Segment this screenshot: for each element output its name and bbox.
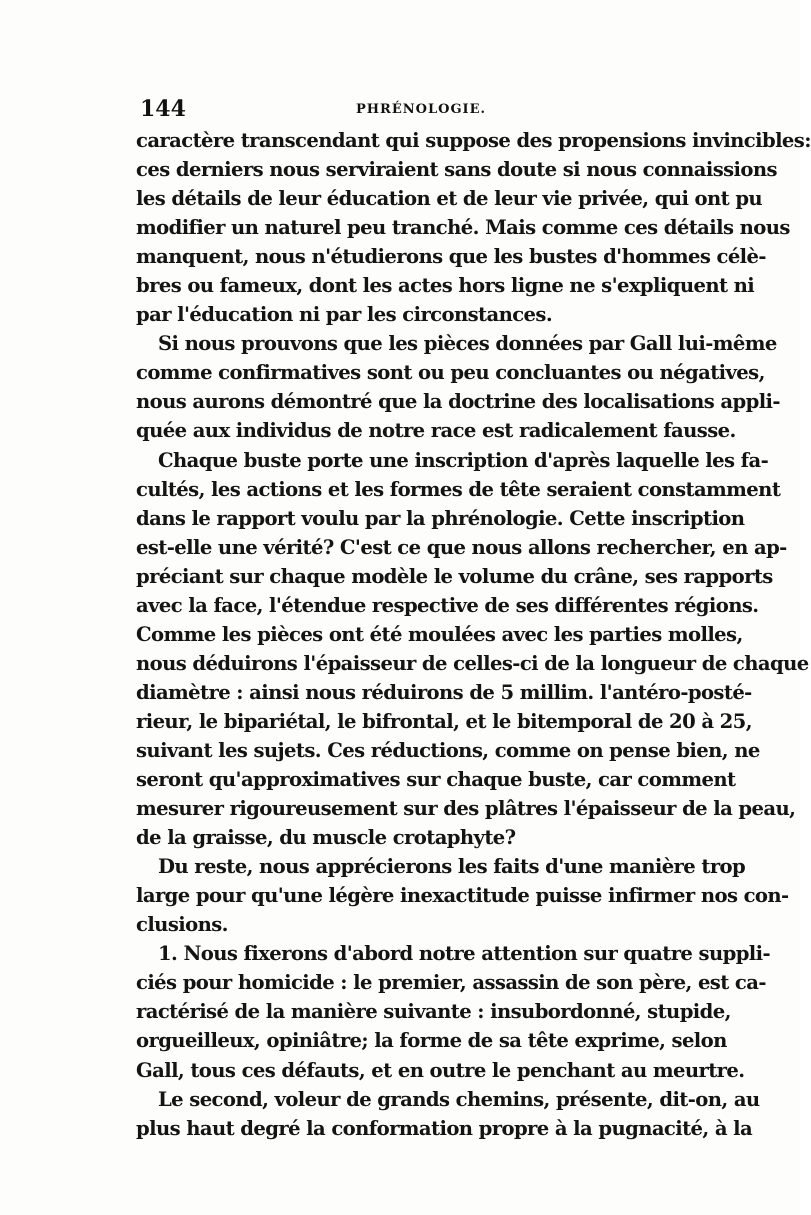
text-line: quée aux individus de notre race est radicalement fausse. (136, 419, 736, 443)
text-line: Si nous prouvons que les pièces données par Gall lui-même (158, 332, 777, 356)
text-line: préciant sur chaque modèle le volume du crâne, ses rapports (136, 564, 773, 588)
text-line: nous aurons démontré que la doctrine des localisations appli- (136, 390, 780, 414)
text-line: les détails de leur éducation et de leur vie privée, qui ont pu (136, 187, 763, 211)
text-line: modifier un naturel peu tranché. Mais comme ces détails nous (136, 216, 790, 240)
text-line: Comme les pièces ont été moulées avec les parties molles, (136, 622, 743, 646)
text-line: rieur, le bipariétal, le bifrontal, et le bitemporal de 20 à 25, (136, 709, 752, 733)
text-line: seront qu'approximatives sur chaque buste, car comment (136, 768, 736, 792)
text-line: bres ou fameux, dont les actes hors ligne ne s'expliquent ni (136, 274, 755, 298)
text-line: caractère transcendant qui suppose des propensions invincibles: (136, 129, 811, 152)
text-line: Le second, voleur de grands chemins, présente, dit-on, au (158, 1087, 760, 1111)
text-line: suivant les sujets. Ces réductions, comme on pense bien, ne (136, 738, 760, 762)
text-line: Chaque buste porte une inscription d'après laquelle les fa- (158, 448, 769, 472)
text-line: avec la face, l'étendue respective de ses différentes régions. (136, 593, 759, 617)
text-line: de la graisse, du muscle crotaphyte? (136, 826, 516, 850)
text-line: cultés, les actions et les formes de tête seraient constamment (136, 477, 781, 501)
page-header (138, 96, 678, 126)
text-line: est-elle une vérité? C'est ce que nous allons rechercher, en ap- (136, 535, 787, 559)
running-title: PHRÉNOLOGIE. (356, 102, 487, 117)
text-line: orgueilleux, opiniâtre; la forme de sa tête exprime, selon (136, 1029, 727, 1053)
text-line: Du reste, nous apprécierons les faits d'une manière trop (158, 855, 746, 879)
body-text (136, 126, 811, 1143)
text-line: par l'éducation ni par les circonstances. (136, 303, 553, 327)
text-line: large pour qu'une légère inexactitude puisse infirmer nos con- (136, 884, 789, 908)
text-line: ciés pour homicide : le premier, assassin de son père, est ca- (136, 971, 766, 995)
text-line: Gall, tous ces défauts, et en outre le penchant au meurtre. (136, 1058, 745, 1082)
text-line: ractérisé de la manière suivante : insubordonné, stupide, (136, 1000, 731, 1024)
text-line: diamètre : ainsi nous réduirons de 5 millim. l'antéro-posté- (136, 680, 752, 704)
text-line: dans le rapport voulu par la phrénologie. Cette inscription (136, 506, 745, 530)
text-line: ces derniers nous serviraient sans doute si nous connaissions (136, 158, 777, 182)
text-line: mesurer rigoureusement sur des plâtres l'épaisseur de la peau, (136, 797, 796, 821)
text-line: clusions. (136, 913, 228, 937)
text-line: nous déduirons l'épaisseur de celles-ci de la longueur de chaque (136, 651, 809, 675)
text-line: comme confirmatives sont ou peu concluantes ou négatives, (136, 361, 765, 385)
text-line: plus haut degré la conformation propre à la pugnacité, à la (136, 1116, 753, 1140)
text-line: manquent, nous n'étudierons que les bustes d'hommes célè- (136, 245, 766, 269)
text-line: 1. Nous fixerons d'abord notre attention sur quatre suppli- (158, 942, 771, 966)
page-number: 144 (140, 96, 186, 122)
